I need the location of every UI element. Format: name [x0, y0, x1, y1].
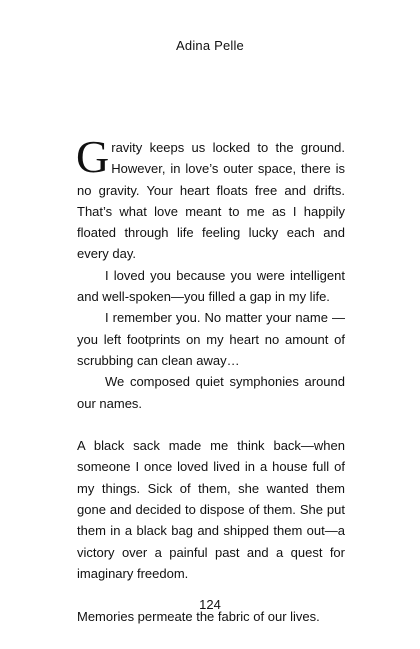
paragraph-break [77, 414, 345, 435]
paragraph-loved-you: I loved you because you were intelligent and well-spoken—you filled a gap in my life. [77, 267, 345, 305]
paragraph-remember-you: I remember you. No matter your name —you left footprints on my heart no amount of scrubbing can clean away… [77, 310, 345, 368]
paragraph-memories: Memories permeate the fabric of our lives. [77, 608, 320, 624]
opening-paragraph [76, 131, 345, 265]
paragraph-black-sack: A black sack made me think back—when someone I once loved lived in a house full of my things. Sick of them, she wanted them gone and decided to dispose of them. She put them in a black bag and shipped them out—a victory over a painful past and a quest for imaginary freedom. [77, 438, 345, 581]
page-body [76, 131, 345, 627]
drop-cap-letter: G [76, 131, 110, 182]
page-number: 124 [199, 597, 221, 612]
opening-paragraph-text: ravity keeps us locked to the ground. However, in love’s outer space, there is no gravity. Your heart floats free and drifts. That’s what love meant to me as I happily floated through life feeling lucky each and every day. [77, 140, 345, 262]
paragraph-symphonies: We composed quiet symphonies around our names. [77, 374, 345, 411]
running-header-author: Adina Pelle [176, 38, 244, 53]
